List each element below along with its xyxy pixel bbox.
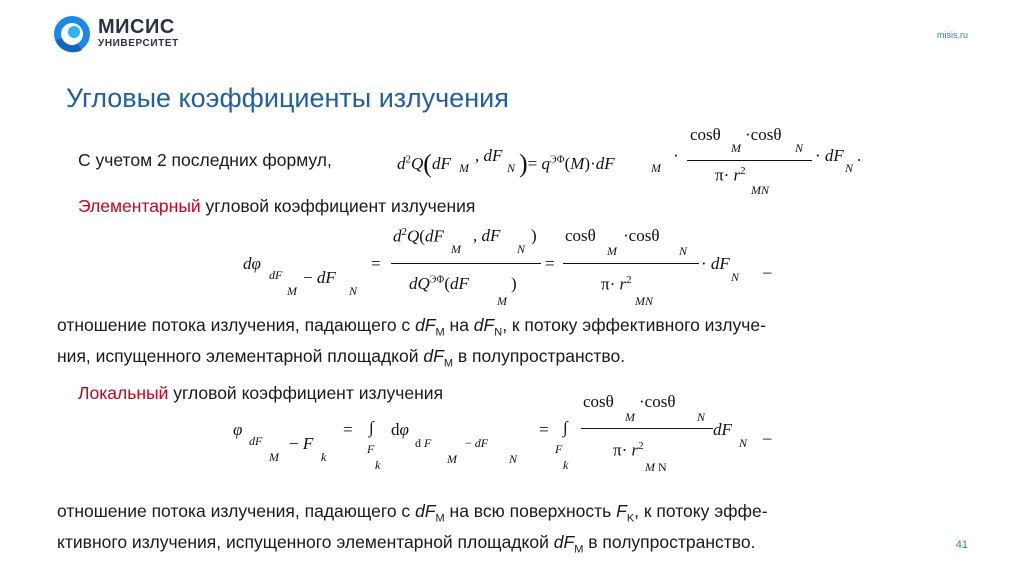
def2-part-c: , к потоку эффе- (634, 501, 768, 521)
def1-part-c: , к потоку эффективного излуче- (502, 315, 766, 335)
sub-K: K (626, 512, 635, 525)
def1-part-b: на (444, 315, 474, 335)
dF-symbol: dF (473, 315, 495, 335)
sub-M: M (435, 512, 445, 525)
def2-line2-a: ктивного излучения, испущенного элементарной площадкой (57, 531, 554, 552)
misis-logo (52, 14, 227, 58)
logo-subtitle: УНИВЕРСИТЕТ (98, 38, 179, 49)
elementary-heading (78, 196, 475, 217)
elementary-rest: угловой коэффициент излучения (200, 196, 476, 216)
misis-logo-icon (52, 14, 92, 54)
slide-title: Угловые коэффициенты излучения (66, 83, 509, 113)
sub-M: M (574, 543, 584, 555)
local-rest: угловой коэффициент излучения (168, 383, 444, 403)
dF-symbol: dF (415, 315, 436, 335)
local-heading (78, 383, 443, 404)
def2-part-a: отношение потока излучения, падающего с (57, 501, 416, 521)
sub-N: N (494, 326, 503, 339)
definition-local (57, 500, 977, 561)
formula-2: dφ dF M − dF N = $d^2Q(dF$ M , dF N ) $dQ^{ЭФ}(dF$ M ) = cosθ ·cosθ M N $\pi\cdot r^2$ MN · dF N – (243, 226, 772, 308)
def2-line2-b: в полупространство. (583, 531, 756, 552)
def1-line2-a: ния, испущенного элементарной площадкой (57, 345, 424, 366)
dF-symbol: dF (415, 501, 436, 521)
logo-name: МИСИС (98, 16, 175, 38)
def1-line2-b: в полупространство. (453, 345, 626, 366)
F-symbol: F (616, 501, 627, 521)
page-number: 41 (955, 539, 968, 551)
site-link[interactable]: misis.ru (937, 30, 968, 40)
def2-part-b: на всю поверхность (444, 501, 617, 521)
elementary-label: Элементарный (78, 196, 201, 216)
definition-elementary (57, 314, 977, 375)
dF-symbol: dF (423, 345, 444, 366)
sub-M: M (443, 357, 454, 369)
dF-symbol: dF (553, 531, 575, 552)
sub-M: M (435, 326, 445, 339)
def1-part-a: отношение потока излучения, падающего с (57, 315, 416, 335)
formula-3: φ dF M − F k = ∫ F k dφ d F M − dF N = ∫ F k cosθ M ·cosθ N $\pi\cdot r^2$ M N dF N – (233, 392, 772, 474)
local-label: Локальный (78, 383, 169, 403)
intro-text: С учетом 2 последних формул, (78, 150, 332, 170)
